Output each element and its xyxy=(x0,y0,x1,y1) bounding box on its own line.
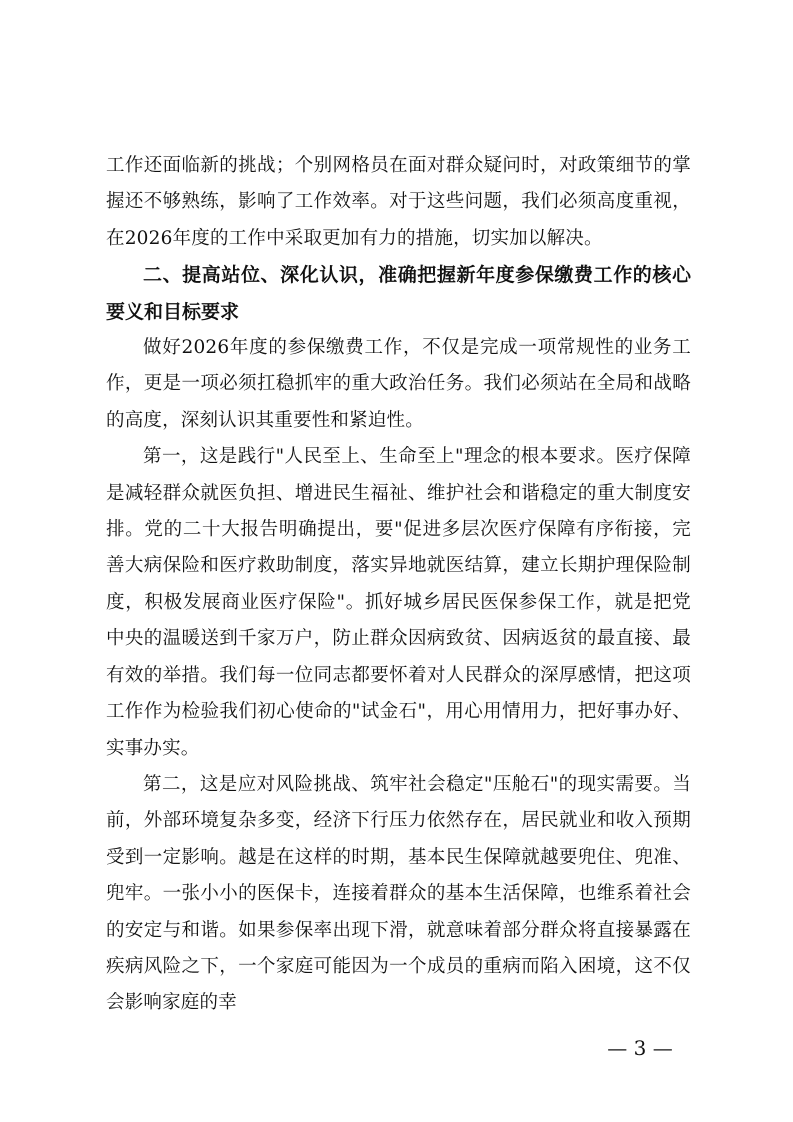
section-heading: 二、提高站位、深化认识，准确把握新年度参保缴费工作的核心要义和目标要求 xyxy=(106,264,691,323)
document-body xyxy=(106,148,691,1022)
paragraph-first-point: 第一，这是践行"人民至上、生命至上"理念的根本要求。医疗保障是减轻群众就医负担、增进民生福祉、维护社会和谐稳定的重大制度安排。党的二十大报告明确提出，要"促进多层次医疗保障有序衔接，完善大病保险和医疗救助制度，落实异地就医结算，建立长期护理保险制度，积极发展商业医疗保险"。抓好城乡居民医保参保工作，就是把党中央的温暖送到千家万户，防止群众因病致贫、因病返贫的最直接、最有效的举措。我们每一位同志都要怀着对人民群众的深厚感情，把这项工作作为检验我们初心使命的"试金石"，用心用情用力，把好事办好、实事办实。 xyxy=(106,446,691,759)
paragraph-continuation: 工作还面临新的挑战；个别网格员在面对群众疑问时，对政策细节的掌握还不够熟练，影响了工作效率。对于这些问题，我们必须高度重视，在2026年度的工作中采取更加有力的措施，切实加以解决。 xyxy=(106,155,691,249)
page-number: — 3 — xyxy=(607,1036,673,1060)
paragraph-second-point: 第二，这是应对风险挑战、筑牢社会稳定"压舱石"的现实需要。当前，外部环境复杂多变，经济下行压力依然存在，居民就业和收入预期受到一定影响。越是在这样的时期，基本民生保障就越要兜住、兜准、兜牢。一张小小的医保卡，连接着群众的基本生活保障，也维系着社会的安定与和谐。如果参保率出现下滑，就意味着部分群众将直接暴露在疾病风险之下，一个家庭可能因为一个成员的重病而陷入困境，这不仅会影响家庭的幸 xyxy=(106,773,691,1014)
paragraph-intro: 做好2026年度的参保缴费工作，不仅是完成一项常规性的业务工作，更是一项必须扛稳抓牢的重大政治任务。我们必须站在全局和战略的高度，深刻认识其重要性和紧迫性。 xyxy=(106,337,691,431)
